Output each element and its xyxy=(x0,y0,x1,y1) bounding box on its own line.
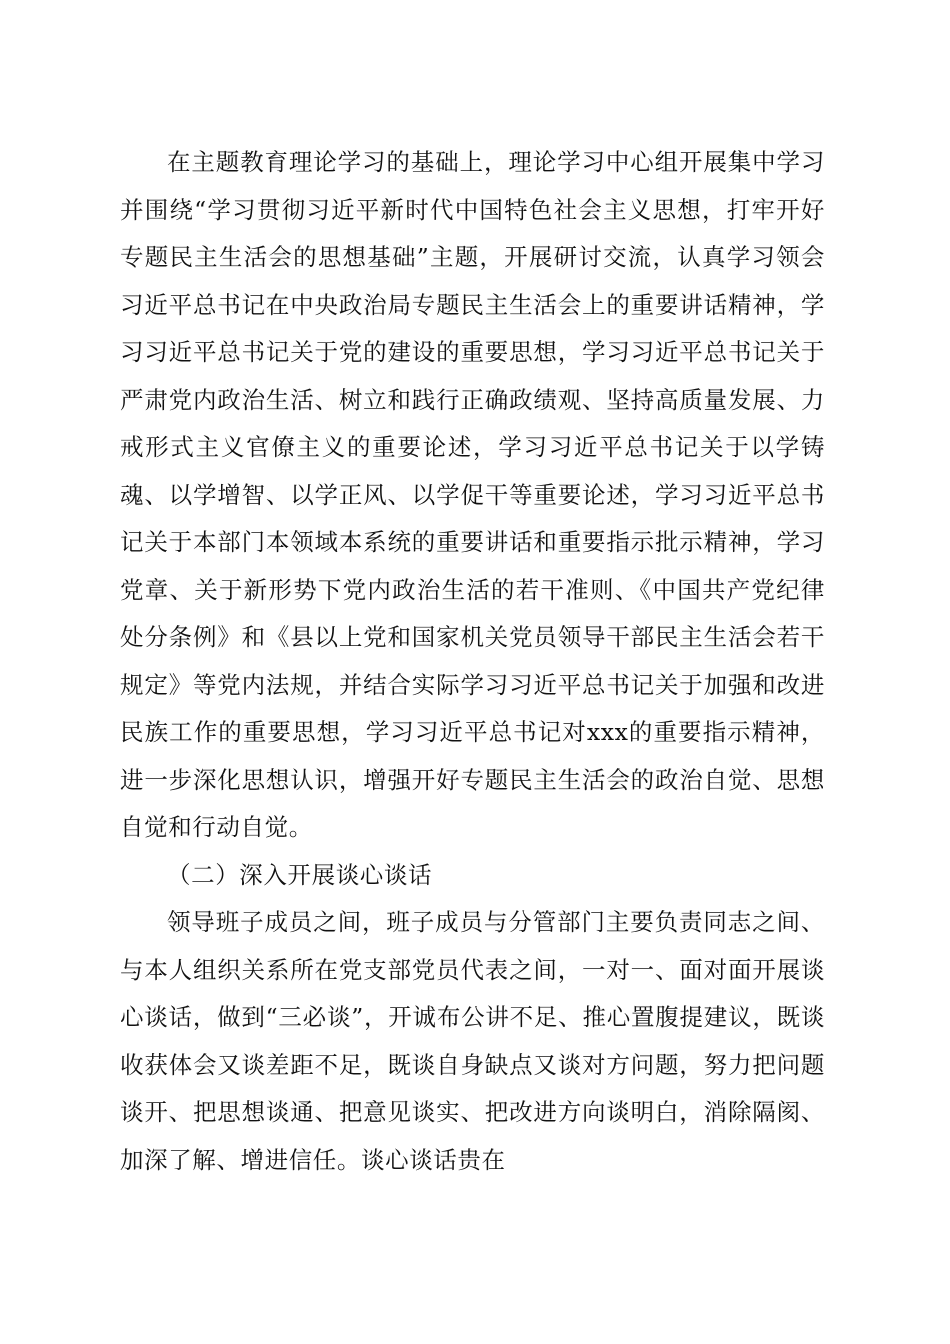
section-heading-heart-to-heart-talks: （二）深入开展谈心谈话 xyxy=(167,860,433,889)
paragraph-theory-study: 在主题教育理论学习的基础上，理论学习中心组开展集中学习并围绕“学习贯彻习近平新时代中国特色社会主义思想，打牢开好专题民主生活会的思想基础”主题，开展研讨交流，认真学习领会习近平总书记在中央政治局专题民主生活会上的重要讲话精神，学习习近平总书记关于党的建设的重要思想，学习习近平总书记关于严肃党内政治生活、树立和践行正确政绩观、坚持高质量发展、力戒形式主义官僚主义的重要论述，学习习近平总书记关于以学铸魂、以学增智、以学正风、以学促干等重要论述，学习习近平总书记关于本部门本领域本系统的重要讲话和重要指示批示精神，学习党章、关于新形势下党内政治生活的若干准则、《中国共产党纪律处分条例》和《县以上党和国家机关党员领导干部民主生活会若干规定》等党内法规，并结合实际学习习近平总书记关于加强和改进民族工作的重要思想，学习习近平总书记对xxx的重要指示精神，进一步深化思想认识，增强开好专题民主生活会的政治自觉、思想自觉和行动自觉。 xyxy=(120,148,825,841)
paragraph-heart-to-heart-talks: 领导班子成员之间，班子成员与分管部门主要负责同志之间、与本人组织关系所在党支部党员代表之间，一对一、面对面开展谈心谈话，做到“三必谈”，开诚布公讲不足、推心置腹提建议，既谈收获体会又谈差距不足，既谈自身缺点又谈对方问题，努力把问题谈开、把思想谈通、把意见谈实、把改进方向谈明白，消除隔阂、加深了解、增进信任。谈心谈话贵在 xyxy=(120,908,825,1174)
document-body xyxy=(120,139,825,1184)
